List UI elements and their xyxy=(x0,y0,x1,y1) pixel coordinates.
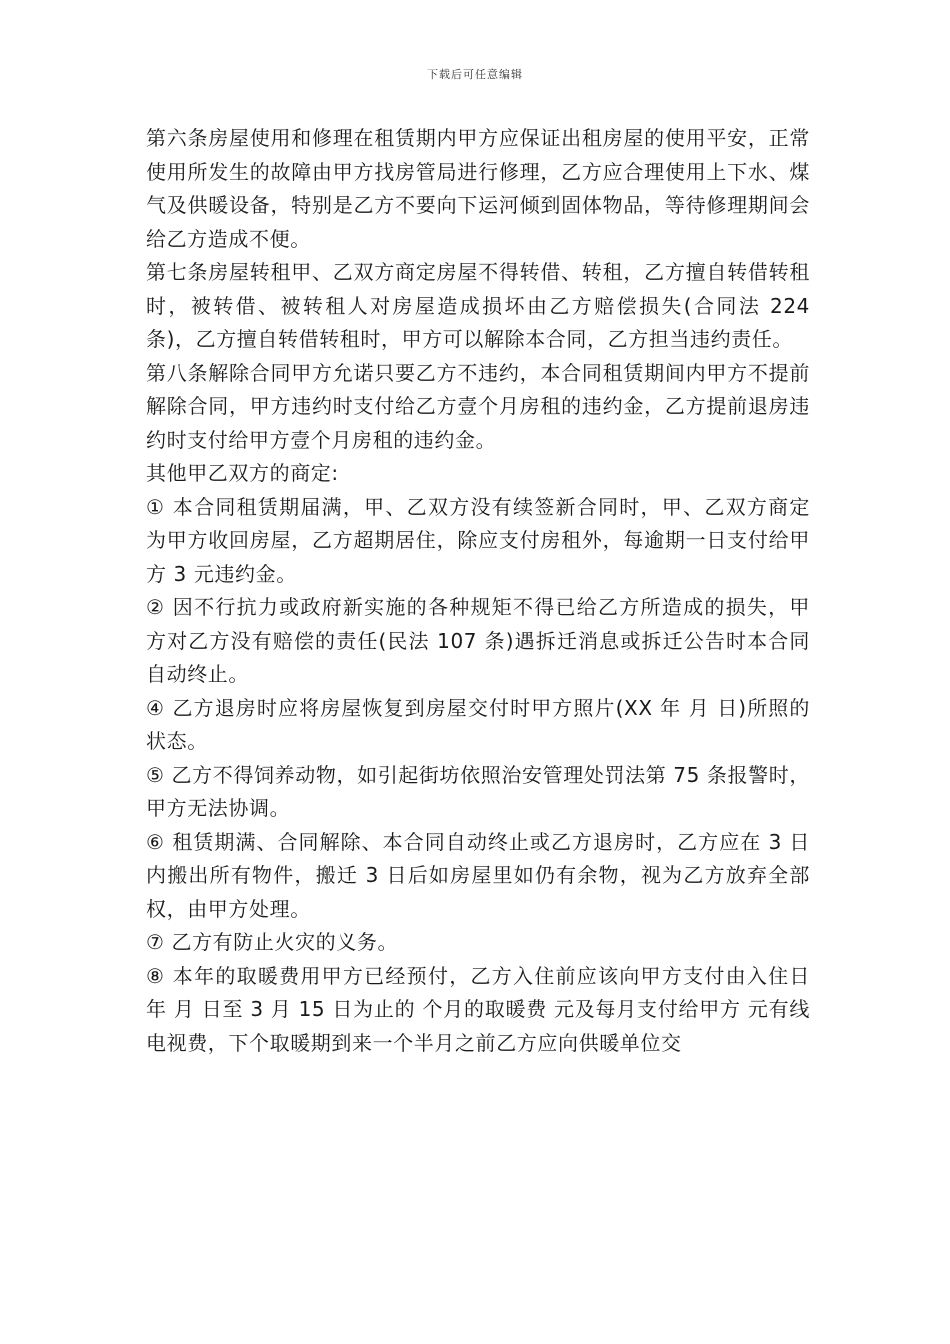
item-8: ⑧ 本年的取暖费用甲方已经预付，乙方入住前应该向甲方支付由入住日 年 月 日至 3 月 15 日为止的 个月的取暖费 元及每月支付给甲方 元有线电视费，下个取暖期到来一个半月之前乙方应向供暖单位交 xyxy=(146,963,810,1055)
document-body xyxy=(146,122,810,1060)
item-7: ⑦ 乙方有防止火灾的义务。 xyxy=(146,930,399,954)
page-header: 下载后可任意编辑 xyxy=(427,68,523,81)
item-6: ⑥ 租赁期满、合同解除、本合同自动终止或乙方退房时，乙方应在 3 日内搬出所有物件，搬迁 3 日后如房屋里如仍有余物，视为乙方放弃全部权，由甲方处理。 xyxy=(146,829,810,921)
item-5: ⑤ 乙方不得饲养动物，如引起街坊依照治安管理处罚法第 75 条报警时，甲方无法协调。 xyxy=(146,762,810,820)
item-4: ④ 乙方退房时应将房屋恢复到房屋交付时甲方照片(XX 年 月 日)所照的状态。 xyxy=(146,695,810,753)
item-1: ① 本合同租赁期届满，甲、乙双方没有续签新合同时，甲、乙双方商定为甲方收回房屋，乙方超期居住，除应支付房租外，每逾期一日支付给甲方 3 元违约金。 xyxy=(146,494,810,586)
clause-seven: 第七条房屋转租甲、乙双方商定房屋不得转借、转租，乙方擅自转借转租时，被转借、被转租人对房屋造成损坏由乙方赔偿损失(合同法 224 条)，乙方擅自转借转租时，甲方可以解除本合同，乙方担当违约责任。 xyxy=(146,260,810,351)
clause-eight: 第八条解除合同甲方允诺只要乙方不违约，本合同租赁期间内甲方不提前解除合同，甲方违约时支付给乙方壹个月房租的违约金，乙方提前退房违约时支付给甲方壹个月房租的违约金。 xyxy=(146,360,810,452)
other-agreements-heading: 其他甲乙双方的商定: xyxy=(146,461,339,485)
item-2: ② 因不行抗力或政府新实施的各种规矩不得已给乙方所造成的损失，甲方对乙方没有赔偿的责任(民法 107 条)遇拆迁消息或拆迁公告时本合同自动终止。 xyxy=(146,595,810,686)
clause-six: 第六条房屋使用和修理在租赁期内甲方应保证出租房屋的使用平安，正常使用所发生的故障由甲方找房管局进行修理，乙方应合理使用上下水、煤气及供暖设备，特别是乙方不要向下运河倾到固体物品，等待修理期间会给乙方造成不便。 xyxy=(146,126,810,251)
